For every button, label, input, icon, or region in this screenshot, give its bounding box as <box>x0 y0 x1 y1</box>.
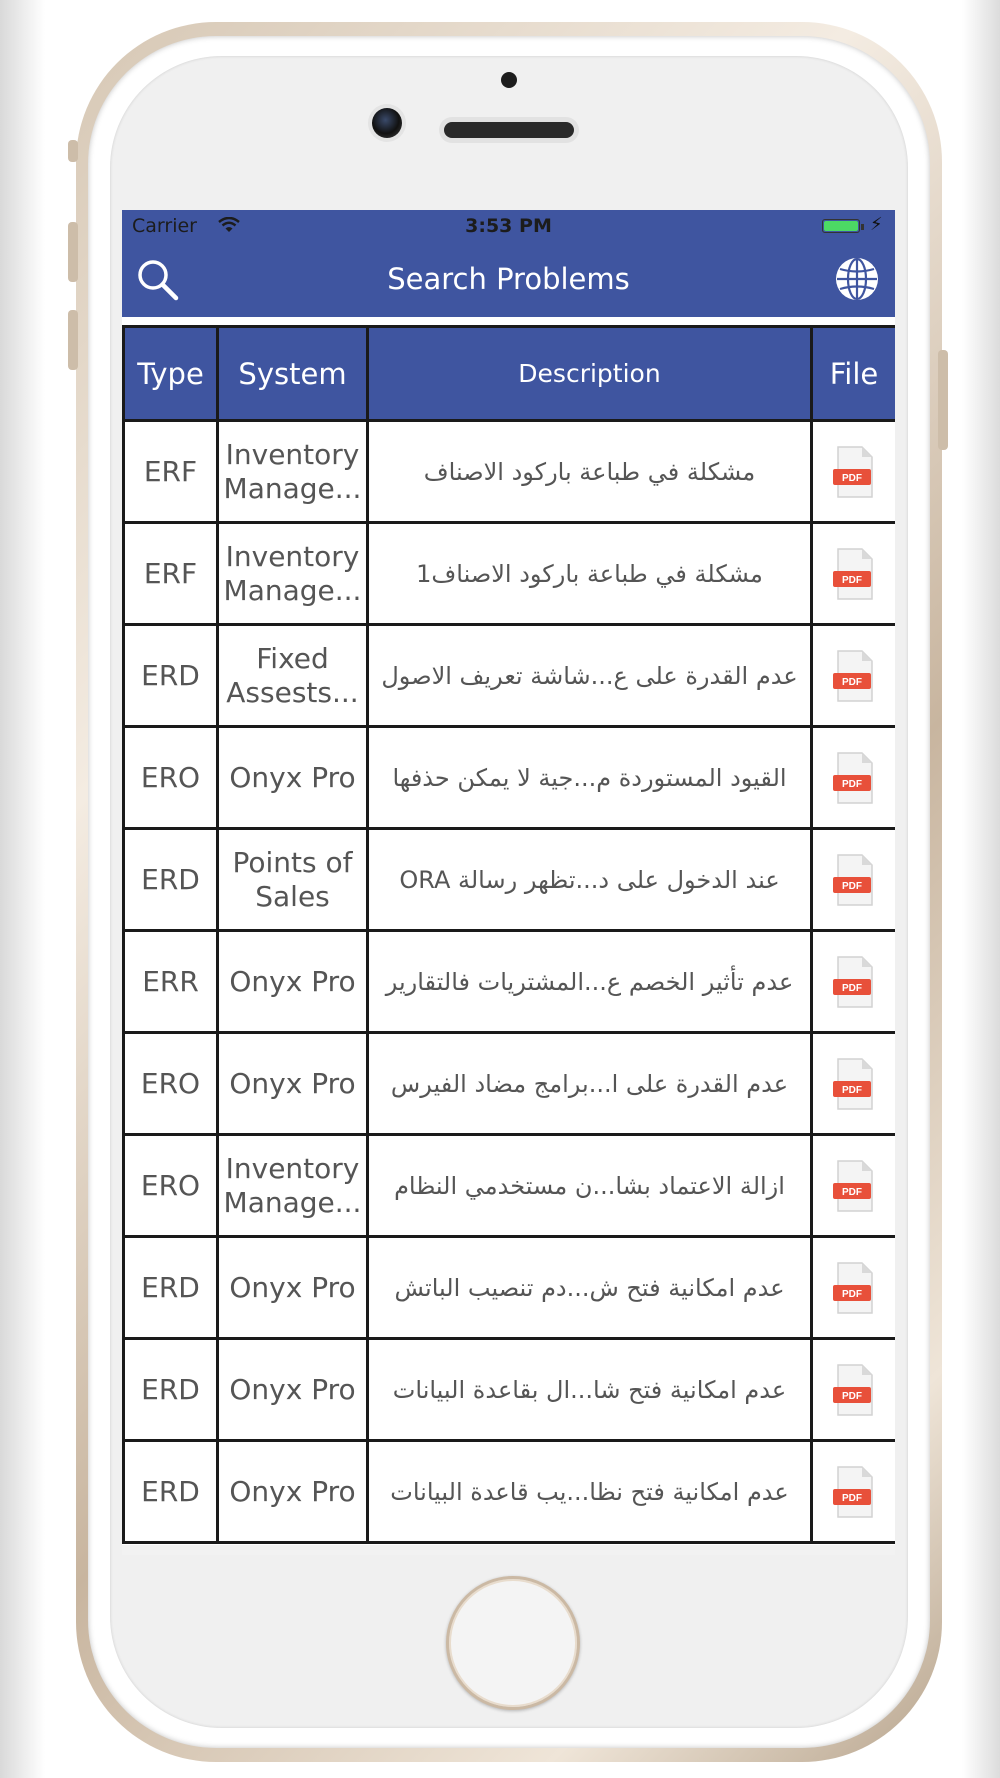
volume-down-button <box>68 310 78 370</box>
header-system[interactable]: System <box>218 327 368 421</box>
cell-file[interactable] <box>812 1237 896 1339</box>
carrier-label: Carrier <box>132 215 197 237</box>
cell-system: Inventory Manage... <box>218 421 368 523</box>
table-row-6[interactable] <box>124 931 896 1033</box>
svg-text:PDF: PDF <box>842 982 862 994</box>
cell-system: Onyx Pro <box>218 727 368 829</box>
pdf-file-icon[interactable] <box>832 1159 876 1213</box>
cell-system: Fixed Assests... <box>218 625 368 727</box>
cell-file[interactable] <box>812 1135 896 1237</box>
cell-description: القيود المستوردة م...جية لا يمكن حذفها <box>368 727 812 829</box>
status-bar <box>122 210 895 242</box>
cell-type: ERF <box>124 421 218 523</box>
cell-file[interactable] <box>812 931 896 1033</box>
cell-type: ERO <box>124 727 218 829</box>
svg-text:PDF: PDF <box>842 574 862 586</box>
header-type[interactable]: Type <box>124 327 218 421</box>
front-camera <box>372 108 402 138</box>
header-file[interactable]: File <box>812 327 896 421</box>
navigation-bar <box>122 242 895 317</box>
pdf-file-icon[interactable] <box>832 649 876 703</box>
pdf-file-icon[interactable] <box>832 1261 876 1315</box>
screen-bottom-edge <box>122 1545 895 1555</box>
cell-description: عند الدخول على د...تظهر رسالة ORA <box>368 829 812 931</box>
table-row-2[interactable] <box>124 523 896 625</box>
cell-type: ERD <box>124 1339 218 1441</box>
table-row-8[interactable] <box>124 1135 896 1237</box>
cell-file[interactable] <box>812 523 896 625</box>
svg-text:PDF: PDF <box>842 472 862 484</box>
svg-text:PDF: PDF <box>842 778 862 790</box>
svg-text:PDF: PDF <box>842 1492 862 1504</box>
pdf-file-icon[interactable] <box>832 955 876 1009</box>
header-description[interactable]: Description <box>368 327 812 421</box>
cell-system: Inventory Manage... <box>218 1135 368 1237</box>
cell-type: ERD <box>124 829 218 931</box>
table-header-row <box>124 327 896 421</box>
svg-text:PDF: PDF <box>842 1186 862 1198</box>
cell-description: عدم القدرة على ا...برامج مضاد الفيرس <box>368 1033 812 1135</box>
globe-icon[interactable] <box>834 256 880 302</box>
cell-type: ERR <box>124 931 218 1033</box>
table-row-5[interactable] <box>124 829 896 931</box>
pdf-file-icon[interactable] <box>832 751 876 805</box>
pdf-file-icon[interactable] <box>832 853 876 907</box>
cell-type: ERD <box>124 625 218 727</box>
cell-system: Onyx Pro <box>218 931 368 1033</box>
cell-description: مشكلة في طباعة باركود الاصناف1 <box>368 523 812 625</box>
cell-file[interactable] <box>812 1339 896 1441</box>
proximity-sensor <box>501 72 517 88</box>
cell-description: مشكلة في طباعة باركود الاصناف <box>368 421 812 523</box>
cell-type: ERD <box>124 1237 218 1339</box>
background-shadow-left <box>0 0 45 1778</box>
pdf-file-icon[interactable] <box>832 445 876 499</box>
cell-description: عدم تأثير الخصم ع...المشتريات فالتقارير <box>368 931 812 1033</box>
volume-up-button <box>68 222 78 282</box>
table-row-11[interactable] <box>124 1441 896 1543</box>
cell-system: Points of Sales <box>218 829 368 931</box>
pdf-file-icon[interactable] <box>832 1465 876 1519</box>
svg-text:PDF: PDF <box>842 880 862 892</box>
battery-icon <box>822 219 860 233</box>
pdf-file-icon[interactable] <box>832 1363 876 1417</box>
cell-description: عدم امكانية فتح شا...ال بقاعدة البيانات <box>368 1339 812 1441</box>
cell-type: ERF <box>124 523 218 625</box>
pdf-file-icon[interactable] <box>832 1057 876 1111</box>
cell-type: ERO <box>124 1135 218 1237</box>
table-row-4[interactable] <box>124 727 896 829</box>
svg-text:PDF: PDF <box>842 1288 862 1300</box>
svg-text:PDF: PDF <box>842 676 862 688</box>
cell-system: Onyx Pro <box>218 1441 368 1543</box>
battery-tip <box>861 224 864 230</box>
table-row-3[interactable] <box>124 625 896 727</box>
problems-table <box>122 325 895 1544</box>
table-row-1[interactable] <box>124 421 896 523</box>
cell-description: عدم امكانية فتح نظا...يب قاعدة البيانات <box>368 1441 812 1543</box>
charging-bolt-icon: ⚡ <box>870 214 883 235</box>
earpiece-speaker <box>444 122 574 138</box>
page-title: Search Problems <box>387 262 630 296</box>
cell-description: عدم القدرة على ع...شاشة تعريف الاصول <box>368 625 812 727</box>
cell-system: Onyx Pro <box>218 1237 368 1339</box>
cell-description: عدم امكانية فتح ش...دم تنصيب الباتش <box>368 1237 812 1339</box>
cell-file[interactable] <box>812 727 896 829</box>
background-shadow-right <box>962 0 1000 1778</box>
home-button[interactable] <box>446 1576 580 1710</box>
cell-file[interactable] <box>812 421 896 523</box>
cell-file[interactable] <box>812 1033 896 1135</box>
pdf-file-icon[interactable] <box>832 547 876 601</box>
table-row-7[interactable] <box>124 1033 896 1135</box>
power-button <box>938 350 948 450</box>
svg-text:PDF: PDF <box>842 1390 862 1402</box>
cell-type: ERO <box>124 1033 218 1135</box>
cell-file[interactable] <box>812 625 896 727</box>
status-time: 3:53 PM <box>465 215 552 237</box>
app-screen <box>122 210 895 1555</box>
cell-system: Onyx Pro <box>218 1339 368 1441</box>
cell-system: Inventory Manage... <box>218 523 368 625</box>
cell-file[interactable] <box>812 829 896 931</box>
table-row-9[interactable] <box>124 1237 896 1339</box>
mute-switch <box>68 140 78 162</box>
cell-system: Onyx Pro <box>218 1033 368 1135</box>
svg-text:PDF: PDF <box>842 1084 862 1096</box>
cell-type: ERD <box>124 1441 218 1543</box>
cell-file[interactable] <box>812 1441 896 1543</box>
cell-description: ازالة الاعتماد بشا...ن مستخدمي النظام <box>368 1135 812 1237</box>
table-row-10[interactable] <box>124 1339 896 1441</box>
